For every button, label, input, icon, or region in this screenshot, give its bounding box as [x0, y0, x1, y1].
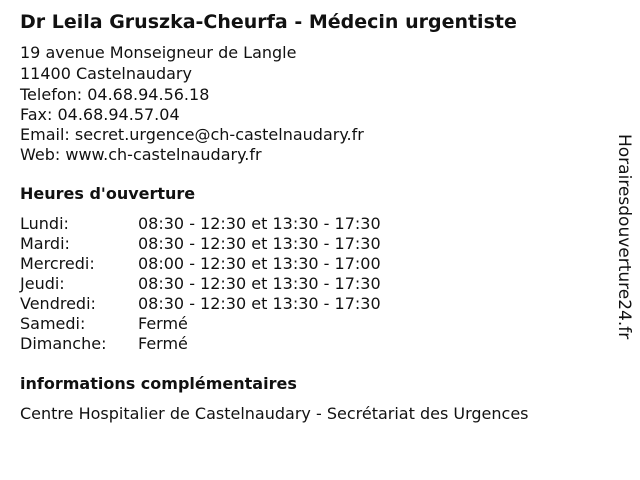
time-value: Fermé — [138, 334, 188, 353]
day-label: Mardi: — [20, 234, 70, 253]
address-city: 11400 Castelnaudary — [20, 64, 192, 83]
info-heading: informations complémentaires — [20, 374, 297, 393]
address-street: 19 avenue Monseigneur de Langle — [20, 43, 297, 62]
day-label: Dimanche: — [20, 334, 107, 353]
day-label: Lundi: — [20, 214, 69, 233]
hours-row-sunday — [20, 334, 460, 354]
web-line: Web: www.ch-castelnaudary.fr — [20, 145, 262, 164]
time-value: Fermé — [138, 314, 188, 333]
hours-heading: Heures d'ouverture — [20, 184, 196, 203]
hours-row-saturday — [20, 314, 460, 334]
day-label: Samedi: — [20, 314, 86, 333]
hours-row-friday — [20, 294, 460, 314]
hours-row-tuesday — [20, 234, 460, 254]
watermark-text: Horairesdouverture24.fr — [614, 134, 634, 340]
info-text: Centre Hospitalier de Castelnaudary - Secrétariat des Urgences — [20, 404, 529, 423]
page-title: Dr Leila Gruszka-Cheurfa - Médecin urgentiste — [20, 11, 517, 33]
hours-row-thursday — [20, 274, 460, 294]
hours-row-wednesday — [20, 254, 460, 274]
day-label: Mercredi: — [20, 254, 95, 273]
watermark — [612, 134, 636, 374]
day-label: Jeudi: — [20, 274, 65, 293]
phone-line: Telefon: 04.68.94.56.18 — [20, 85, 210, 104]
email-line: Email: secret.urgence@ch-castelnaudary.fr — [20, 125, 364, 144]
day-label: Vendredi: — [20, 294, 96, 313]
hours-row-monday — [20, 214, 460, 234]
time-value: 08:00 - 12:30 et 13:30 - 17:00 — [138, 254, 381, 273]
time-value: 08:30 - 12:30 et 13:30 - 17:30 — [138, 234, 381, 253]
fax-line: Fax: 04.68.94.57.04 — [20, 105, 180, 124]
time-value: 08:30 - 12:30 et 13:30 - 17:30 — [138, 274, 381, 293]
time-value: 08:30 - 12:30 et 13:30 - 17:30 — [138, 214, 381, 233]
time-value: 08:30 - 12:30 et 13:30 - 17:30 — [138, 294, 381, 313]
